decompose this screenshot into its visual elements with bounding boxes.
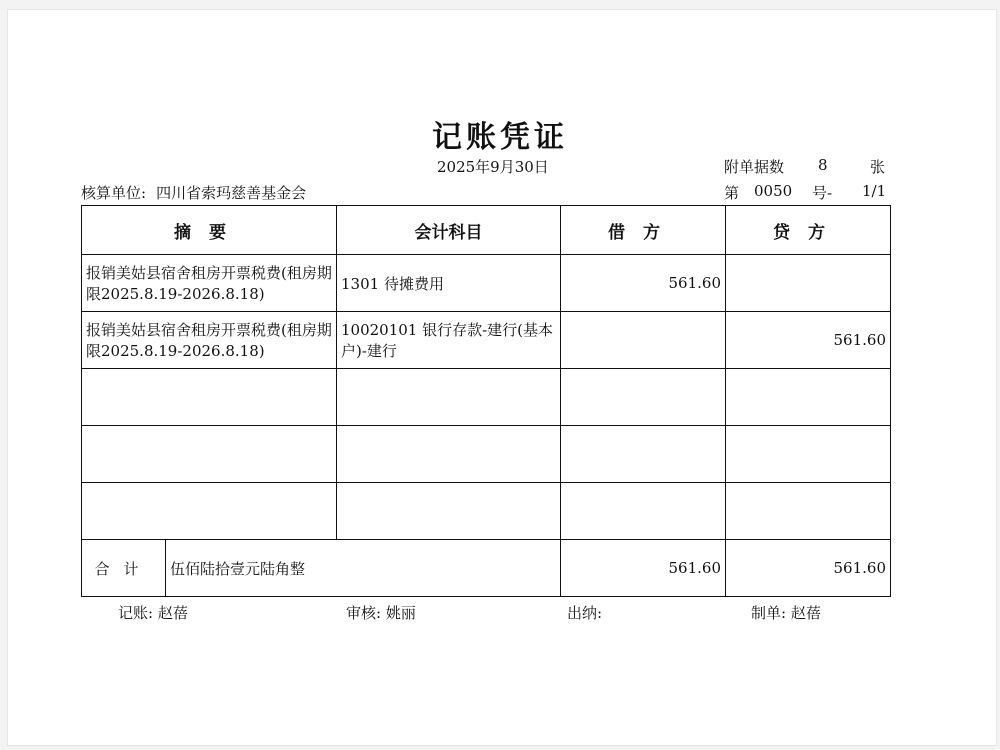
total-label: 合计 [82, 540, 166, 597]
signature-bookkeeper: 记账: 赵蓓 [118, 604, 188, 622]
total-row [82, 540, 891, 597]
row-credit [726, 483, 891, 540]
header-debit: 借方 [561, 206, 726, 255]
attachment-label: 附单据数 [724, 158, 785, 176]
table-row [82, 483, 891, 540]
attachment-unit: 张 [870, 158, 886, 176]
voucher-number-value: 0050 [754, 182, 793, 200]
row-summary [82, 369, 337, 426]
row-account: 10020101 银行存款-建行(基本户)-建行 [337, 312, 561, 369]
voucher-table [81, 205, 891, 597]
total-debit: 561.60 [561, 540, 726, 597]
row-debit [561, 483, 726, 540]
header-credit: 贷方 [726, 206, 891, 255]
row-credit: 561.60 [726, 312, 891, 369]
row-account [337, 369, 561, 426]
table-row [82, 426, 891, 483]
row-summary: 报销美姑县宿舍租房开票税费(租房期限2025.8.19-2026.8.18) [82, 312, 337, 369]
accounting-unit-value: 四川省索玛慈善基金会 [156, 184, 307, 202]
row-debit: 561.60 [561, 255, 726, 312]
voucher-page: 1/1 [862, 182, 887, 200]
voucher-number-prefix: 第 [724, 184, 740, 202]
signature-cashier: 出纳: [567, 604, 603, 622]
attachment-number: 8 [818, 156, 828, 174]
header-summary: 摘要 [82, 206, 337, 255]
table-header-row [82, 206, 891, 255]
row-account: 1301 待摊费用 [337, 255, 561, 312]
row-account [337, 426, 561, 483]
row-credit [726, 369, 891, 426]
header-account: 会计科目 [337, 206, 561, 255]
row-account [337, 483, 561, 540]
table-row [82, 255, 891, 312]
row-credit [726, 255, 891, 312]
total-amount-in-words: 伍佰陆拾壹元陆角整 [166, 540, 561, 597]
accounting-unit-label: 核算单位: [81, 184, 147, 202]
attachment-count [724, 156, 886, 177]
voucher-number-suffix: 号- [812, 184, 833, 202]
row-debit [561, 312, 726, 369]
row-summary: 报销美姑县宿舍租房开票税费(租房期限2025.8.19-2026.8.18) [82, 255, 337, 312]
accounting-unit [81, 182, 306, 203]
row-credit [726, 426, 891, 483]
signature-preparer: 制单: 赵蓓 [751, 604, 821, 622]
total-credit: 561.60 [726, 540, 891, 597]
table-row [82, 369, 891, 426]
voucher-title: 记账凭证 [432, 120, 568, 155]
table-row [82, 312, 891, 369]
row-debit [561, 369, 726, 426]
voucher-date: 2025年9月30日 [437, 158, 549, 176]
signature-reviewer: 审核: 姚丽 [346, 604, 416, 622]
row-summary [82, 483, 337, 540]
row-summary [82, 426, 337, 483]
row-debit [561, 426, 726, 483]
